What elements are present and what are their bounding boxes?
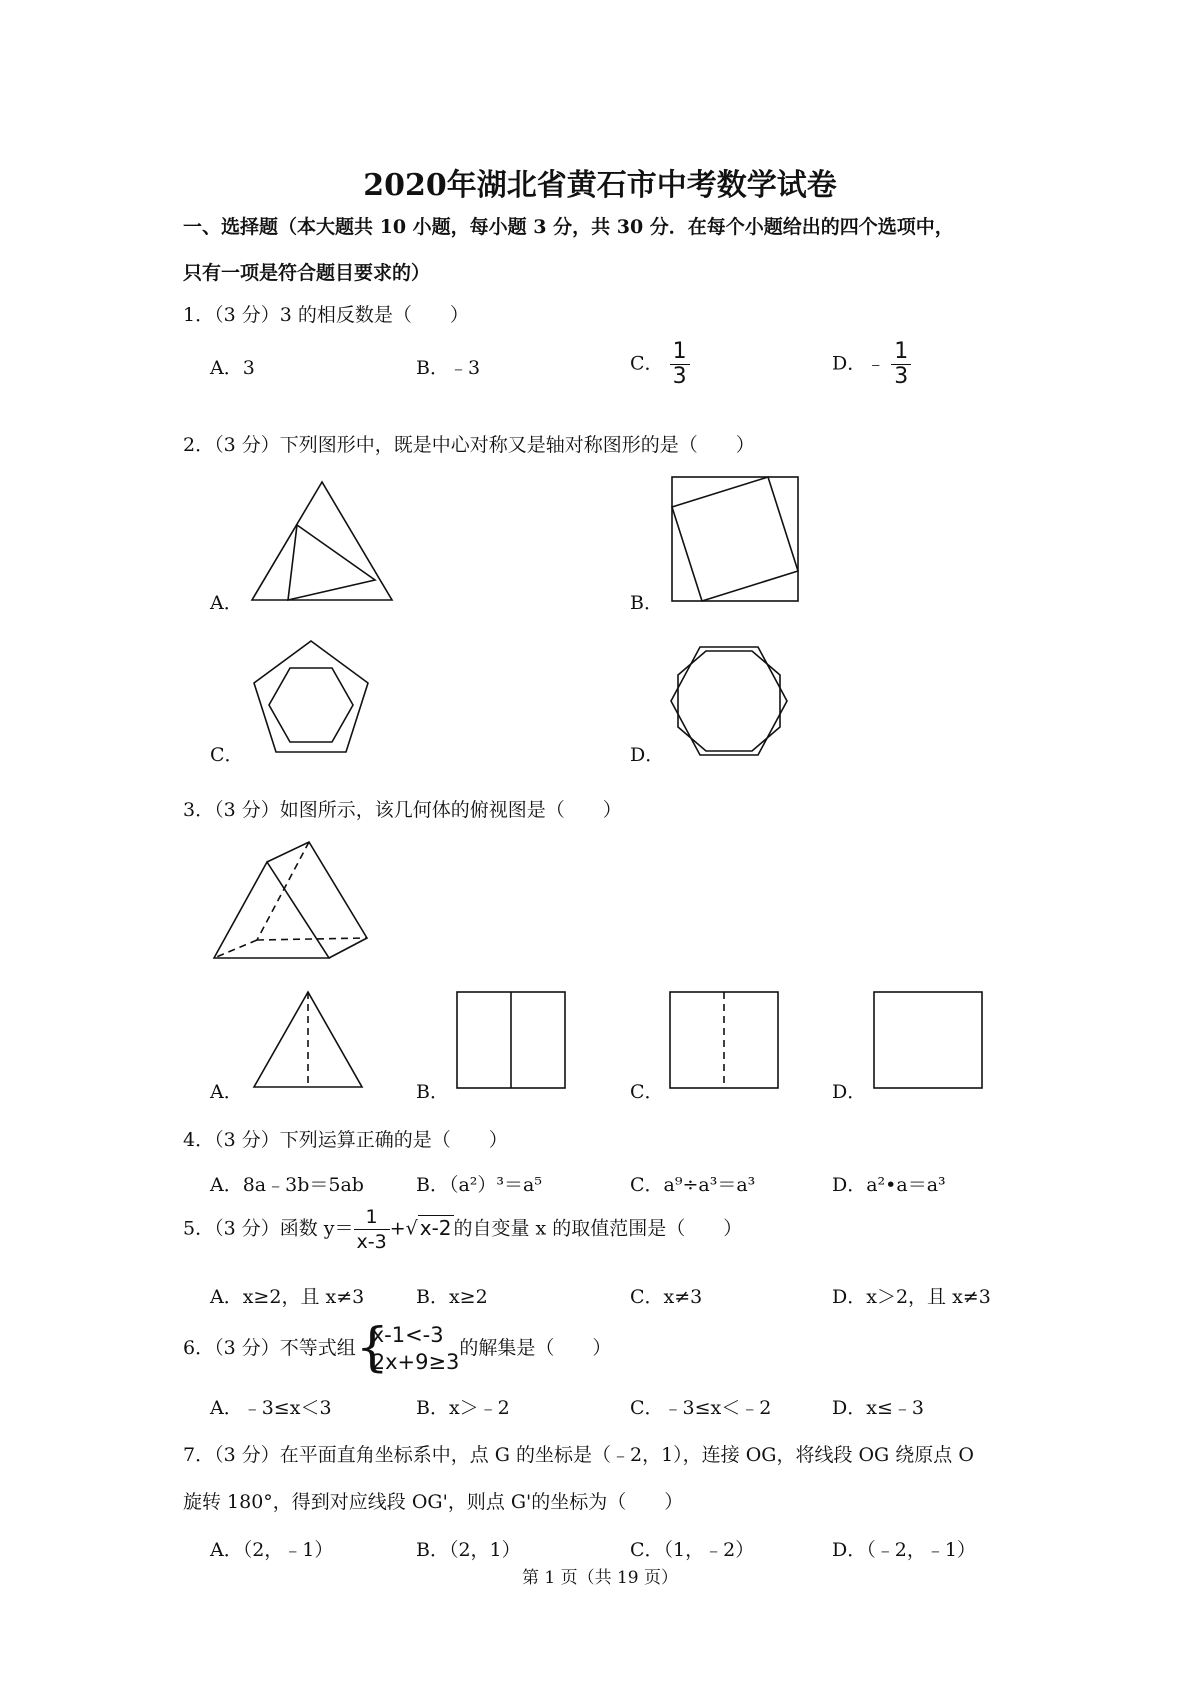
q1-option-c-fraction: $\frac{1}{3}$ — [670, 340, 690, 389]
q4-option-c: C．a⁹÷a³＝a³ — [630, 1174, 756, 1196]
q3-figure-b-rect-solid-line — [455, 990, 567, 1090]
q3-option-c-label: C． — [630, 1081, 664, 1103]
q3-figure-a-triangle — [252, 990, 364, 1090]
q2-figure-c-pentagon-hexagon — [250, 638, 372, 756]
q3-option-d-label: D． — [832, 1081, 867, 1103]
q1-option-a: A．3 — [210, 357, 255, 379]
q3-figure-d-rect — [872, 990, 984, 1090]
q1-option-c-prefix: C． — [630, 352, 664, 375]
q7-option-a: A．（2，﹣1） — [210, 1539, 334, 1561]
q2-figure-d-hexagon-octagon — [668, 645, 790, 757]
q4-option-b: B．（a²）³＝a⁵ — [416, 1174, 542, 1196]
q7-option-d: D．（﹣2，﹣1） — [832, 1539, 976, 1561]
section-heading-line1: 一、选择题（本大题共 10 小题，每小题 3 分，共 30 分．在每个小题给出的四个选项中， — [183, 216, 954, 238]
q4-option-a: A．8a﹣3b＝5ab — [210, 1174, 364, 1196]
q3-option-b-label: B． — [416, 1081, 449, 1103]
q6-inequality-system: { x-1<-3 2x+9≥3 — [355, 1318, 460, 1378]
q4-option-d: D．a²•a＝a³ — [832, 1174, 946, 1196]
q1-option-d-fraction: $\frac{1}{3}$ — [891, 340, 911, 389]
q6-stem-post: 的解集是（ ） — [459, 1337, 612, 1359]
page-footer: 第 1 页（共 19 页） — [521, 1568, 679, 1588]
q5-stem-post: 的自变量 x 的取值范围是（ ） — [453, 1217, 743, 1240]
q6-option-a: A．﹣3≤x＜3 — [210, 1397, 332, 1419]
q6-inequality-2: 2x+9≥3 — [371, 1350, 460, 1374]
q6-option-d: D．x≤﹣3 — [832, 1397, 924, 1419]
q7-option-b: B．（2，1） — [416, 1539, 521, 1561]
q1-option-d-prefix: D．﹣ — [832, 352, 886, 375]
question-2-stem: 2．（3 分）下列图形中，既是中心对称又是轴对称图形的是（ ） — [183, 434, 755, 456]
q5-option-b: B．x≥2 — [416, 1286, 488, 1308]
q5-stem-pre: 5．（3 分）函数 y＝ — [183, 1217, 354, 1240]
q5-fraction: $\frac{1}{x-3}$ — [354, 1205, 390, 1254]
q5-option-a: A．x≥2，且 x≠3 — [210, 1286, 365, 1308]
question-5-stem: 5．（3 分）函数 y＝ $\frac{1}{x-3}$ +√ x-2 的自变量 x 的取值范围是（ ） — [183, 1206, 743, 1253]
q5-radicand: x-2 — [419, 1215, 452, 1240]
q6-stem-pre: 6．（3 分）不等式组 — [183, 1337, 356, 1359]
q6-inequality-1: x-1<-3 — [371, 1323, 444, 1347]
q2-option-c-label: C． — [210, 744, 244, 766]
q2-figure-a-triangles — [250, 480, 395, 605]
question-7-stem-line1: 7．（3 分）在平面直角坐标系中，点 G 的坐标是（﹣2，1），连接 OG，将线段 OG 绕原点 O — [183, 1444, 974, 1466]
q5-option-c: C．x≠3 — [630, 1286, 703, 1308]
q7-option-c: C．（1，﹣2） — [630, 1539, 755, 1561]
q1-option-d — [832, 340, 911, 389]
q2-option-b-label: B． — [630, 592, 663, 614]
q3-option-a-label: A． — [210, 1081, 243, 1103]
q6-option-b: B．x＞﹣2 — [416, 1397, 510, 1419]
q2-option-a-label: A． — [210, 592, 243, 614]
question-4-stem: 4．（3 分）下列运算正确的是（ ） — [183, 1129, 508, 1151]
section-heading-line2: 只有一项是符合题目要求的） — [183, 262, 431, 284]
q6-option-c: C．﹣3≤x＜﹣2 — [630, 1397, 772, 1419]
q1-option-b: B．﹣3 — [416, 357, 481, 379]
question-6-stem — [183, 1318, 612, 1378]
question-7-stem-line2: 旋转 180°，得到对应线段 OG'，则点 G'的坐标为（ ） — [183, 1491, 684, 1513]
question-3-stem: 3．（3 分）如图所示，该几何体的俯视图是（ ） — [183, 799, 622, 821]
q5-option-d: D．x＞2，且 x≠3 — [832, 1286, 991, 1308]
page-title: 2020年湖北省黄石市中考数学试卷 — [363, 168, 837, 203]
q2-figure-b-squares — [670, 475, 802, 603]
q3-solid-prism — [212, 840, 372, 965]
question-1-stem: 1．（3 分）3 的相反数是（ ） — [183, 304, 469, 326]
q3-figure-c-rect-dashed-line — [668, 990, 780, 1090]
q2-option-d-label: D． — [630, 744, 665, 766]
q1-option-c — [630, 340, 690, 389]
